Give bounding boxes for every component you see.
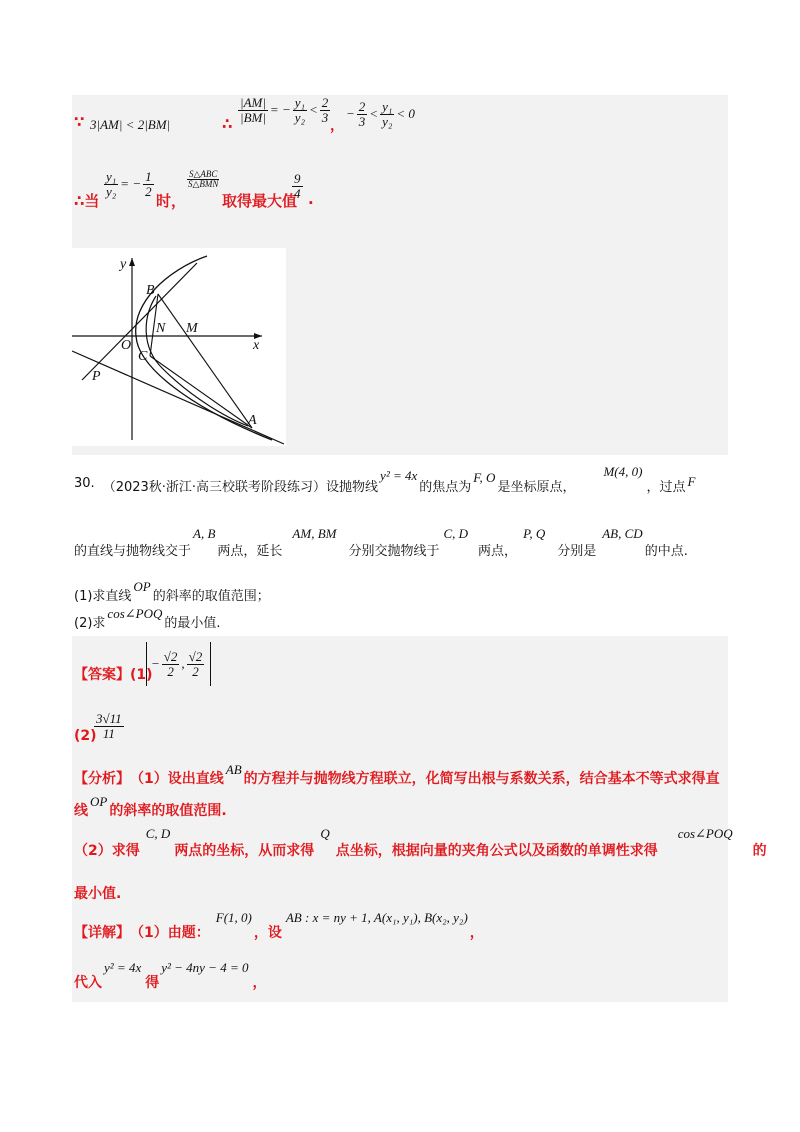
label-x: x — [253, 338, 260, 353]
answer-part2-label: (2) — [74, 728, 97, 744]
max-value-text: 取得最大值 — [222, 192, 298, 210]
parabola-figure — [72, 248, 286, 446]
analysis-line-3: （2）求得 C, D 两点的坐标，从而求得 Q 点坐标，根据向量的夹角公式以及函数的单调性求得 cos∠POQ 的 — [74, 826, 767, 859]
label-y: y — [120, 257, 127, 272]
range-expression: − $\frac{2}{3}$ < $\frac{\text{y₁}}{\text{y₂}}$ < 0 — [346, 99, 415, 129]
when-prefix: ∴当 — [74, 192, 100, 210]
ineq-am-bm: 3|AM| < 2|BM| — [90, 117, 171, 132]
label-c: C — [138, 349, 148, 364]
question-2: (2)求 cos∠POQ 的最小值. — [74, 606, 221, 631]
therefore-symbol: ∴ — [222, 115, 233, 133]
when-suffix: 时， — [156, 192, 187, 210]
y-ratio-value: $\frac{\text{y₁}}{\text{y₂}}$ = − $\frac{1}{2}$ — [106, 169, 152, 199]
problem-line-2: 的直线与抛物线交于 A, B 两点，延长 AM, BM 分别交抛物线于 C, D 两点， P, Q 分别是 AB, CD 的中点. — [74, 526, 688, 559]
label-p: P — [92, 369, 101, 384]
comma-1: ， — [330, 118, 344, 134]
problem-line-1: 30. （2023秋·浙江·高三校联考阶段练习）设抛物线 y² = 4x 的焦点为 F, O 是坐标原点， M(4, 0) ，过点 F — [74, 464, 696, 495]
period-1: . — [308, 190, 314, 208]
max-value: $\frac{9}{4}$ — [294, 171, 301, 201]
label-a: A — [248, 413, 257, 428]
label-n: N — [156, 321, 166, 336]
detail-line-1: 【详解】 （1）由题： F(1, 0) ，设 AB : x = ny + 1, A(x₁, y₁), B(x₂, y₂) ， — [74, 910, 484, 941]
answer-part2-value: $\frac{3√11}{11}$ — [96, 711, 122, 741]
label-b: B — [146, 283, 155, 298]
detail-line-2: 代入 y² = 4x 得 y² − 4ny − 4 = 0 ， — [74, 960, 267, 991]
area-ratio: $\frac{\text{S△ABC}}{\text{S△BMN}}$ — [188, 169, 219, 190]
label-m: M — [186, 321, 198, 336]
analysis-line-1: 【分析】 （1）设出直线 AB 的方程并与抛物线方程联立，化简写出根与系数关系，结合基本不等式求得直 — [74, 762, 720, 787]
answer-label: 【答案】(1) — [74, 667, 153, 683]
analysis-line-4: 最小值. — [74, 886, 122, 902]
ratio-expression: $\frac{|AM|}{|BM|}$ = − $\frac{\text{y₁}}{\text{y₂}}$ < $\frac{2}{3}$ — [240, 95, 329, 125]
label-o: O — [121, 338, 132, 353]
question-1: (1)求直线 OP 的斜率的取值范围； — [74, 579, 270, 604]
analysis-line-2: 线 OP 的斜率的取值范围. — [74, 794, 227, 819]
answer-interval: − $\frac{√2}{2}$ , $\frac{√2}{2}$ — [146, 642, 211, 686]
because-line: ∵ — [74, 113, 85, 131]
